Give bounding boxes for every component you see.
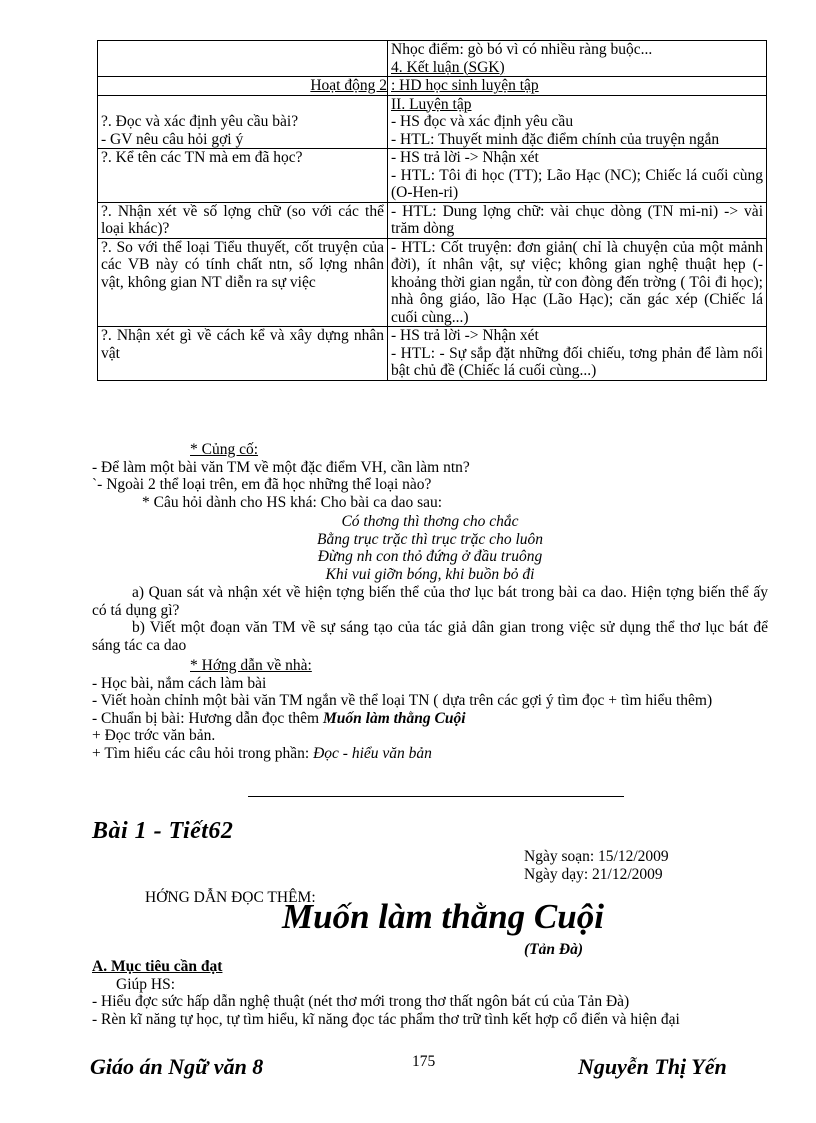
advanced-question-intro: * Câu hỏi dành cho HS khá: Cho bài ca dao sau: bbox=[142, 493, 443, 511]
activity-heading-left: Hoạt động 2 bbox=[310, 77, 387, 94]
table-text: - HTL: Cốt truyện: đơn giản( chỉ là chuyện của một mảnh đời), ít nhân vật, sự việc; không gian nghệ thuật hẹp (-khoảng thời gian ngắn, từ con đòng đến trờng ( Tôi đi học); nhà ông giáo, lão Hạc (Lão Hạc); căn gác xép (Chiếc lá cuối cùng...) bbox=[391, 238, 763, 326]
footer-title: Giáo án Ngữ văn 8 bbox=[90, 1054, 264, 1079]
table-text: - HS trả lời -> Nhận xét - HTL: - Sự sắp đặt những đối chiếu, tơng phản để làm nổi bật chủ đề (Chiếc lá cuối cùng...) bbox=[391, 327, 763, 379]
table-cell bbox=[388, 149, 767, 203]
table-cell bbox=[98, 77, 388, 96]
task-a: a) Quan sát và nhận xét về hiện tợng biến thể của thơ lục bát trong bài ca dao. Hiện tợng biến thể ấy có tá dụng gì? bbox=[92, 584, 768, 619]
folk-poem bbox=[92, 513, 768, 583]
activity-heading-right: : HD học sinh luyện tập bbox=[391, 77, 539, 94]
objectives-heading: A. Mục tiêu cần đạt bbox=[92, 958, 223, 975]
task-b: b) Viết một đoạn văn TM về sự sáng tạo của tác giả dân gian trong việc sử dụng thể thơ lục bát để sáng tác ca dao bbox=[92, 619, 768, 654]
objective-item: - Rèn kĩ năng tự học, tự tìm hiểu, kĩ năng đọc tác phẩm thơ trữ tình kết hợp cổ điển và hiện đại bbox=[92, 1010, 680, 1028]
table-text: - HS đọc và xác định yêu cầu - HTL: Thuyết minh đặc điểm chính của truyện ngắn bbox=[391, 113, 720, 148]
table-cell bbox=[388, 327, 767, 381]
consolidation-question: - Để làm một bài văn TM về một đặc điểm VH, cần làm ntn? bbox=[92, 458, 470, 476]
poem-line: Đừng nh con thỏ đứng ở đầu truông bbox=[317, 548, 543, 566]
table-cell bbox=[98, 41, 388, 77]
objectives-intro: Giúp HS: bbox=[116, 975, 175, 993]
homework-item: - Học bài, nắm cách làm bài bbox=[92, 674, 267, 692]
table-text: ?. Đọc và xác định yêu cầu bài? - GV nêu câu hỏi gợi ý bbox=[101, 113, 299, 148]
date-taught: Ngày dạy: 21/12/2009 bbox=[524, 866, 663, 883]
section-divider bbox=[248, 796, 624, 797]
consolidation-heading: * Củng cố: bbox=[190, 441, 259, 458]
poem-author: (Tản Đà) bbox=[524, 941, 583, 958]
footer-author: Nguyễn Thị Yến bbox=[578, 1054, 727, 1079]
reading-guide-heading: HỚNG DẪN ĐỌC THÊM: bbox=[145, 889, 316, 906]
table-text: Nhọc điểm: gò bó vì có nhiều ràng buộc... bbox=[391, 41, 653, 58]
table-cell bbox=[388, 202, 767, 238]
table-cell bbox=[98, 202, 388, 238]
homework-read: + Đọc trớc văn bản. bbox=[92, 727, 216, 745]
table-cell bbox=[98, 238, 388, 327]
homework-questions: + Tìm hiểu các câu hỏi trong phần: Đọc - hiểu văn bản bbox=[92, 744, 432, 762]
tasks-section bbox=[92, 584, 768, 654]
lesson-table bbox=[97, 40, 767, 381]
table-text: - HTL: Dung lợng chữ: vài chục dòng (TN mi-ni) -> vài trăm dòng bbox=[391, 202, 763, 237]
poem-line: Bằng trục trặc thì trục trặc cho luôn bbox=[316, 530, 543, 548]
table-text: ?. Kể tên các TN mà em đã học? bbox=[101, 149, 303, 166]
table-cell bbox=[98, 95, 388, 149]
poem-line: Có thơng thì thơng cho chắc bbox=[341, 513, 519, 530]
lesson-label: Bài 1 - Tiết62 bbox=[92, 818, 234, 844]
table-cell bbox=[388, 77, 767, 96]
table-text: ?. Nhận xét gì về cách kể và xây dựng nhân vật bbox=[101, 327, 384, 362]
table-row bbox=[98, 238, 767, 327]
section-heading: II. Luyện tập bbox=[391, 95, 472, 113]
homework-section bbox=[92, 657, 768, 763]
objectives-section bbox=[92, 958, 768, 1028]
table-cell bbox=[98, 327, 388, 381]
table-cell bbox=[388, 95, 767, 149]
homework-item: - Viết hoàn chỉnh một bài văn TM ngắn về thể loại TN ( dựa trên các gợi ý tìm đọc + tìm hiểu thêm) bbox=[92, 692, 713, 710]
table-row bbox=[98, 95, 767, 149]
homework-heading: * Hớng dẫn về nhà: bbox=[190, 657, 312, 674]
poem-title: Muốn làm thằng Cuội bbox=[282, 897, 604, 936]
table-text: 4. Kết luận (SGK) bbox=[391, 58, 505, 76]
table-text: - HS trả lời -> Nhận xét - HTL: Tôi đi học (TT); Lão Hạc (NC); Chiếc lá cuối cùng (O-Hen-ri) bbox=[391, 149, 763, 201]
poem-line: Khi vui giỡn bóng, khi buồn bỏ đi bbox=[325, 565, 535, 583]
date-prepared: Ngày soạn: 15/12/2009 bbox=[524, 848, 669, 865]
table-row bbox=[98, 149, 767, 203]
table-row bbox=[98, 41, 767, 77]
table-row bbox=[98, 327, 767, 381]
table-text: ?. So với thể loại Tiểu thuyết, cốt truyện của các VB này có tính chất ntn, số lợng nhân vật, không gian NT diễn ra sự việc bbox=[101, 238, 384, 291]
consolidation-question: `- Ngoài 2 thể loại trên, em đã học những thể loại nào? bbox=[92, 476, 432, 494]
table-cell bbox=[98, 149, 388, 203]
table-row bbox=[98, 77, 767, 96]
homework-prep: - Chuẩn bị bài: Hương dẫn đọc thêm Muốn làm thằng Cuội bbox=[92, 709, 466, 727]
table-cell bbox=[388, 238, 767, 327]
table-cell bbox=[388, 41, 767, 77]
objective-item: - Hiểu đợc sức hấp dẫn nghệ thuật (nét thơ mới trong thơ thất ngôn bát cú của Tản Đà) bbox=[92, 993, 630, 1011]
prep-title: Muốn làm thằng Cuội bbox=[322, 709, 466, 727]
consolidation-section bbox=[92, 441, 768, 511]
table-row bbox=[98, 202, 767, 238]
lesson-dates bbox=[524, 848, 669, 884]
questions-section: Đọc - hiểu văn bản bbox=[313, 744, 432, 762]
page-number: 175 bbox=[412, 1053, 436, 1070]
table-text: ?. Nhận xét về số lợng chữ (so với các thể loại khác)? bbox=[101, 202, 384, 237]
